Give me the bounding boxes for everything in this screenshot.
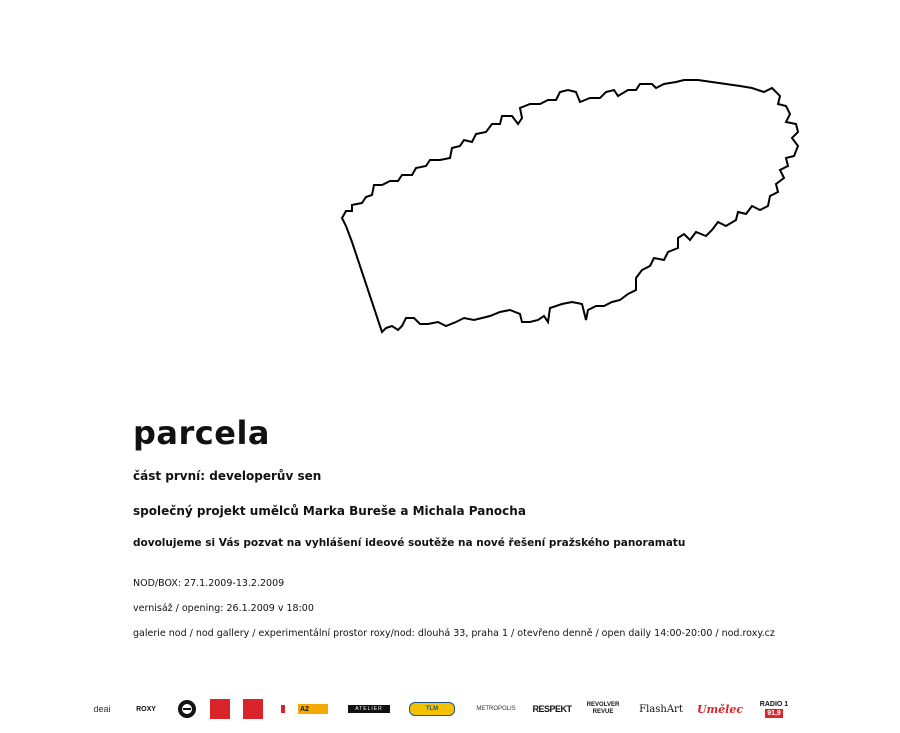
revolver-revue-logo-text: REVOLVER REVUE (586, 702, 620, 715)
radio1-logo (757, 694, 791, 724)
parcel-boundary-path (342, 80, 798, 332)
subtitle: část první: developerův sen (133, 469, 322, 483)
invitation-text: dovolujeme si Vás pozvat na vyhlášení ideové soutěže na nové řešení pražského panoramatu (133, 537, 686, 549)
atelier-logo-text: ATELIER (355, 706, 383, 712)
parcel-outline (330, 70, 820, 360)
deai-logo (85, 694, 119, 724)
roxy-logo (129, 694, 163, 724)
round-emblem-logo (175, 694, 199, 724)
respekt-logo (532, 694, 572, 724)
umelec-logo-text: Umělec (696, 702, 744, 716)
metropolis-logo (473, 694, 519, 724)
sponsor-logo-strip (85, 694, 805, 726)
atelier-logo (347, 694, 391, 724)
project-description: společný projekt umělců Marka Bureše a Michala Panocha (133, 504, 526, 518)
metropolis-logo-text: METROPOLIS (476, 706, 516, 712)
a2-logo-text: A2 (300, 705, 309, 713)
flashart-logo (641, 694, 681, 724)
roxy-logo-text: ROXY (136, 705, 156, 713)
exhibition-title: parcela (133, 414, 271, 452)
red-square-logo-1 (209, 694, 231, 724)
tlm-logo-text: TLM (425, 706, 439, 712)
venue-info: galerie nod / nod gallery / experimentální prostor roxy/nod: dlouhá 33, praha 1 / otevřeno denně / open daily 14:00-20:00 / nod.roxy.cz (133, 628, 775, 639)
revolver-revue-logo (585, 694, 621, 724)
a2-logo (297, 694, 329, 724)
radio1-logo-text: RADIO 1 (759, 700, 789, 708)
tlm-logo (408, 694, 456, 724)
exhibition-dates: NOD/BOX: 27.1.2009-13.2.2009 (133, 578, 285, 589)
red-bar-logo (245, 694, 285, 724)
opening-info: vernisáž / opening: 26.1.2009 v 18:00 (133, 603, 314, 614)
flashart-logo-text: FlashArt (639, 703, 683, 715)
deai-logo-text: deai (93, 704, 111, 714)
umelec-logo (696, 694, 744, 724)
radio1-frequency: 91,9 (767, 709, 781, 717)
respekt-logo-text: RESPEKT (532, 704, 572, 714)
